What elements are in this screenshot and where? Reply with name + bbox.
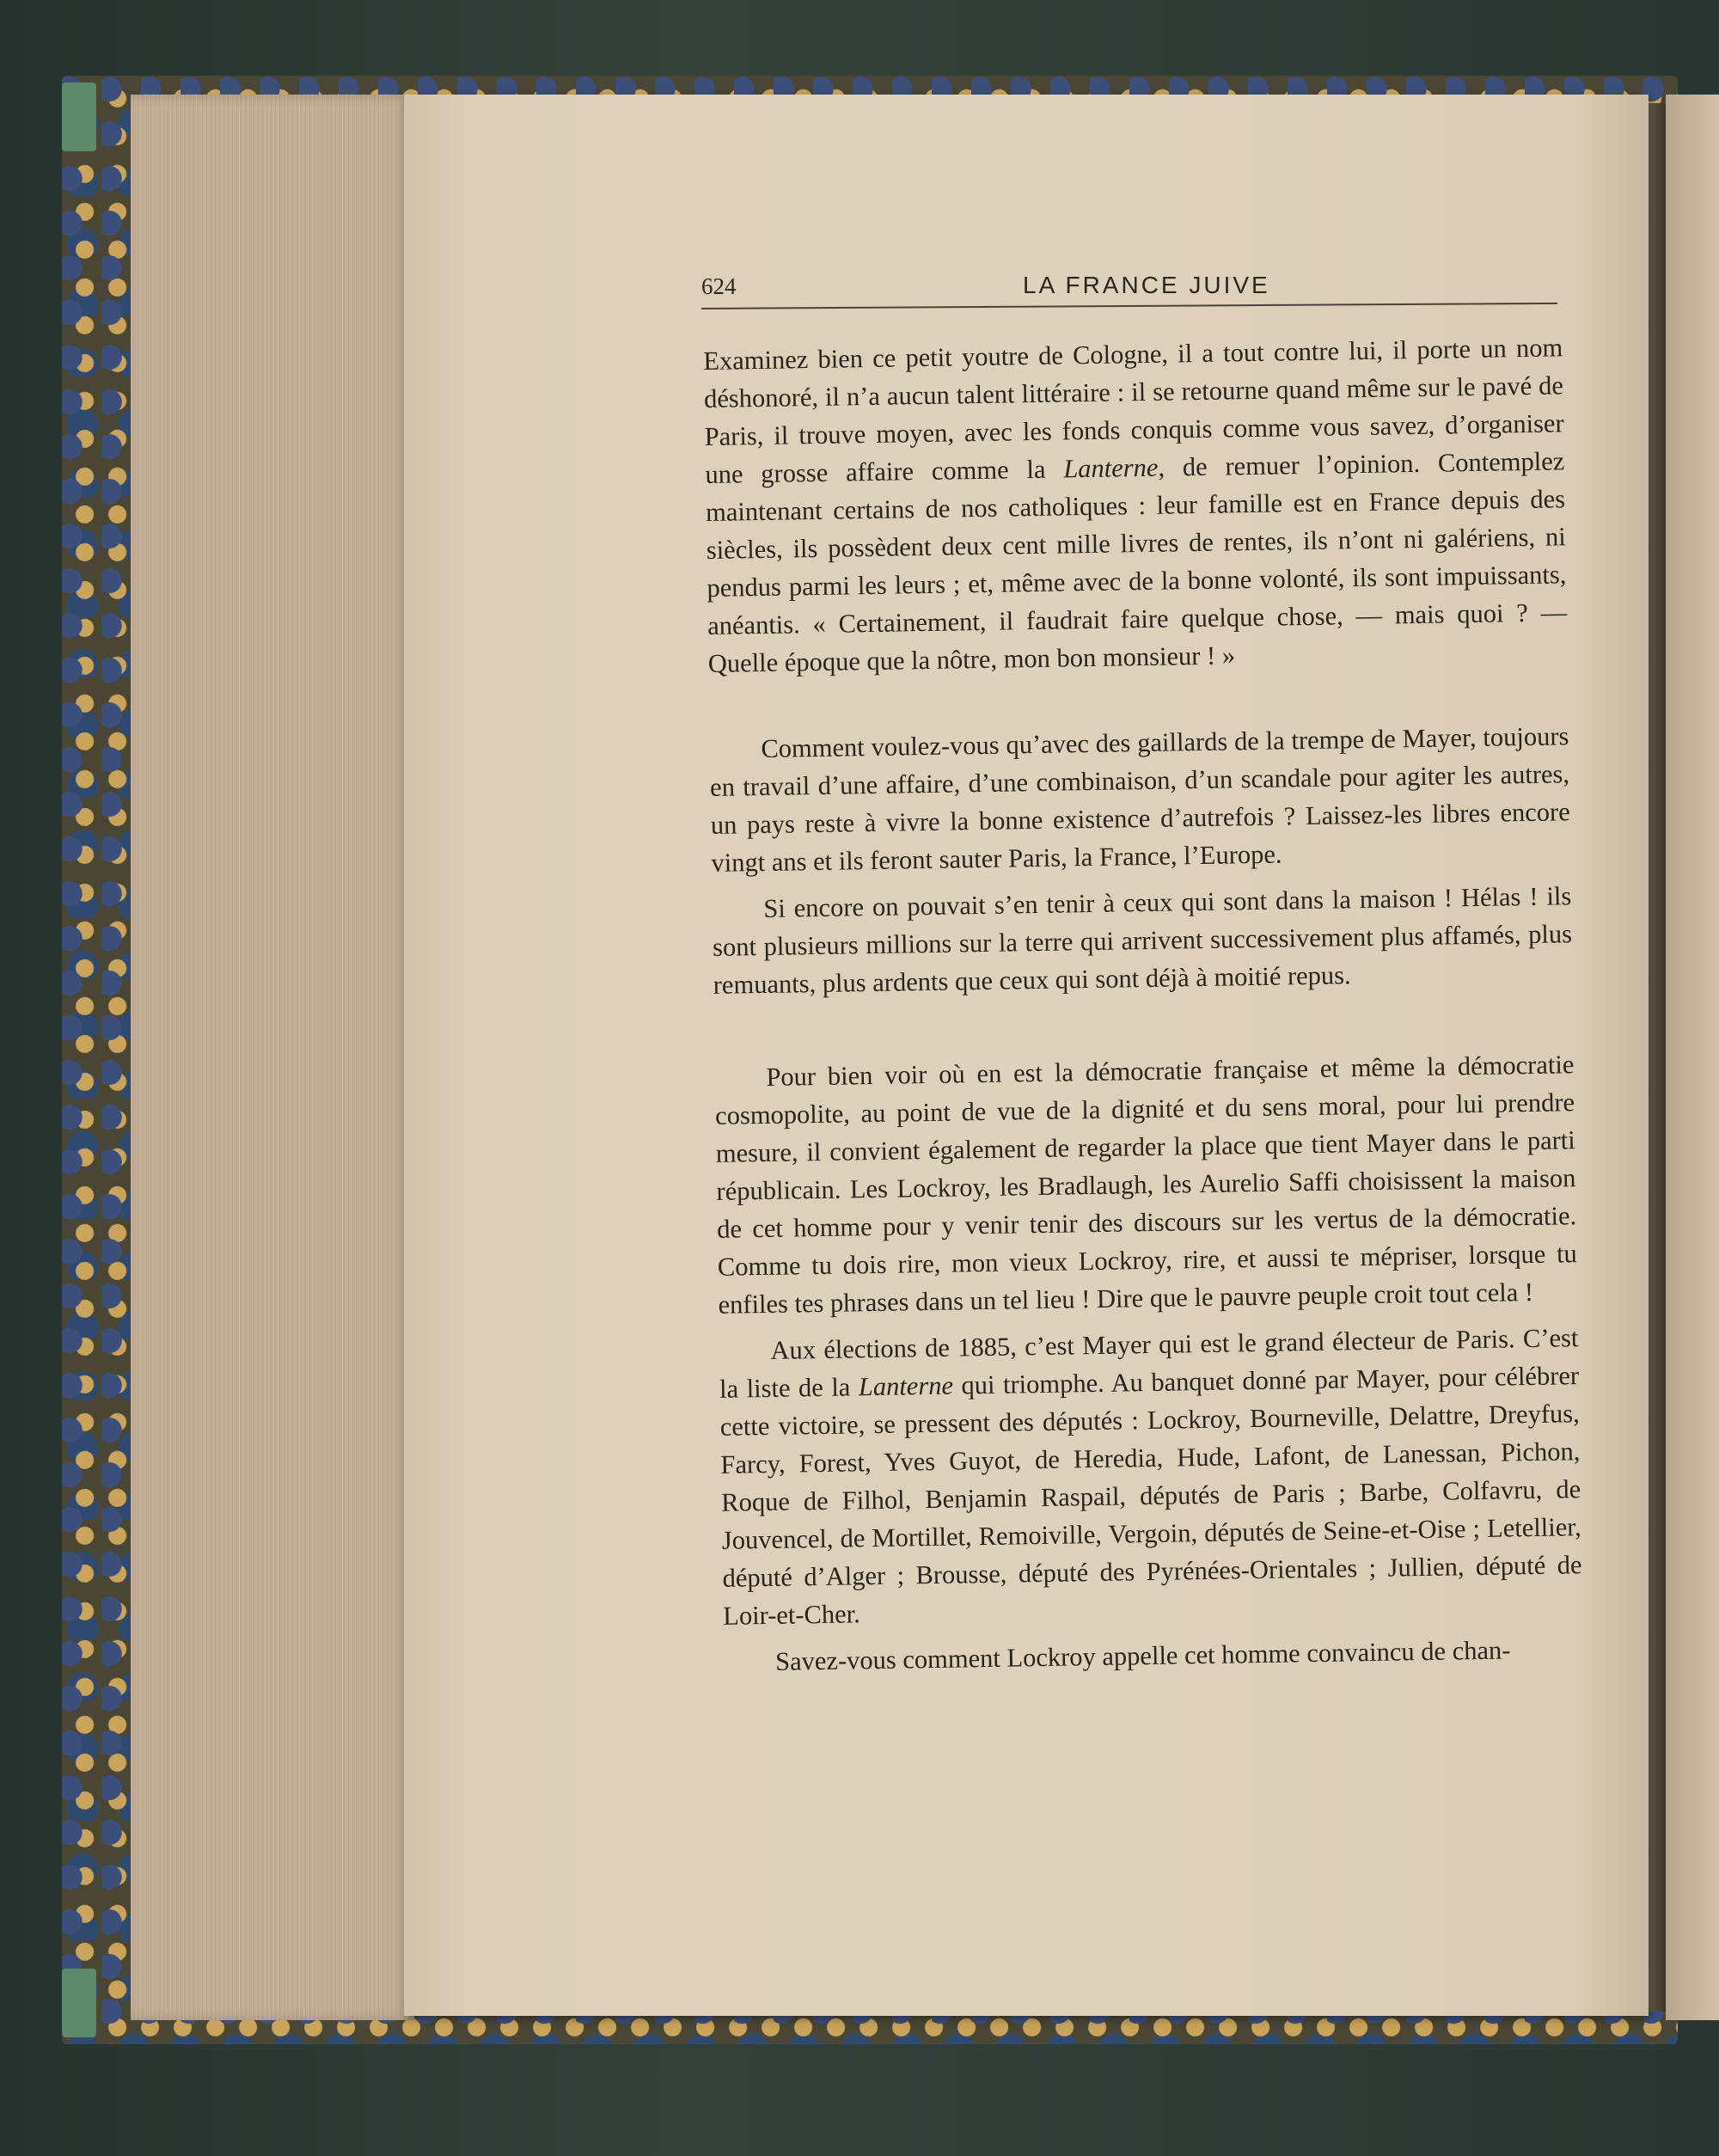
paragraph: Savez-vous comment Lockroy appelle cet homme convaincu de chan- xyxy=(774,1635,1511,1676)
paragraph: Comment voulez-vous qu’avec des gaillards de la trempe de Mayer, toujours en travail d’une affaire, d’une combinaison, d’un scandale pour agiter les autres, un pays reste à vivre la bonne existence d’autrefois ? Laissez-les libres encore vingt ans et ils feront sauter Paris, la France, l’Europe. xyxy=(709,721,1570,878)
facing-page-edge xyxy=(1666,95,1719,2020)
paragraph: Si encore on pouvait s’en tenir à ceux qui sont dans la maison ! Hélas ! ils sont plusieurs millions sur la terre qui arrivent successivement plus affamés, plus remuants, plus ardents que ceux qui sont déjà à moitié repus. xyxy=(712,881,1573,1000)
running-title: LA FRANCE JUIVE xyxy=(1023,272,1270,298)
paragraph: Examinez bien ce petit youtre de Cologne, il a tout contre lui, il porte un nom déshonoré, il n’a aucun talent littéraire : il se retourne quand même sur le pavé de Paris, il trouve moyen, avec les fonds conquis comme vous savez, d’organiser une grosse affaire comme la Lanterne, de remuer l’opinion. Contemplez maintenant certains de nos catholiques : leur famille est en France depuis des siècles, ils possèdent deux cent mille livres de rentes, ils n’ont ni galériens, ni pendus parmi les leurs ; et, même avec de la bonne volonté, ils sont impuissants, anéantis. « Certainement, il faudrait faire quelque chose, — mais quoi ? — Quelle époque que la nôtre, mon bon monsieur ! » xyxy=(703,333,1568,678)
cover-corner-bottom xyxy=(62,1969,96,2037)
paragraph: Pour bien voir où en est la démocratie française et même la démocratie cosmopolite, au point de vue de la dignité et du sens moral, pour lui prendre mesure, il convient également de regarder la place que tient Mayer dans le parti républicain. Les Lockroy, les Bradlaugh, les Aurelio Saffi choisissent la maison de cet homme pour y venir tenir des discours sur les vertus de la démocratie. Comme tu dois rire, mon vieux Lockroy, rire, et aussi te mépriser, lorsque tu enfiles tes phrases dans un tel lieu ! Dire que le pauvre peuple croit tout cela ! xyxy=(714,1050,1578,1320)
page-header xyxy=(701,268,1557,308)
page-number: 624 xyxy=(701,273,737,299)
paragraph: Aux élections de 1885, c’est Mayer qui est le grand électeur de Paris. C’est la liste de la Lanterne qui triomphe. Au banquet donné par Mayer, pour célébrer cette victoire, se pressent des députés : Lockroy, Bourneville, Delattre, Dreyfus, Farcy, Forest, Yves Guyot, de Heredia, Hude, Lafont, de Lanessan, Pichon, Roque de Filhol, Benjamin Raspail, députés de Paris ; Barbe, Colfavru, de Jouvencel, de Mortillet, Remoiville, Vergoin, députés de Seine-et-Oise ; Letellier, député d’Alger ; Brousse, député des Pyrénées-Orientales ; Jullien, député de Loir-et-Cher. xyxy=(719,1323,1582,1631)
cover-corner-top xyxy=(62,83,96,151)
page-edges-stack xyxy=(131,95,414,2020)
book-gutter xyxy=(1649,103,1666,2012)
page-body xyxy=(703,328,1583,1681)
